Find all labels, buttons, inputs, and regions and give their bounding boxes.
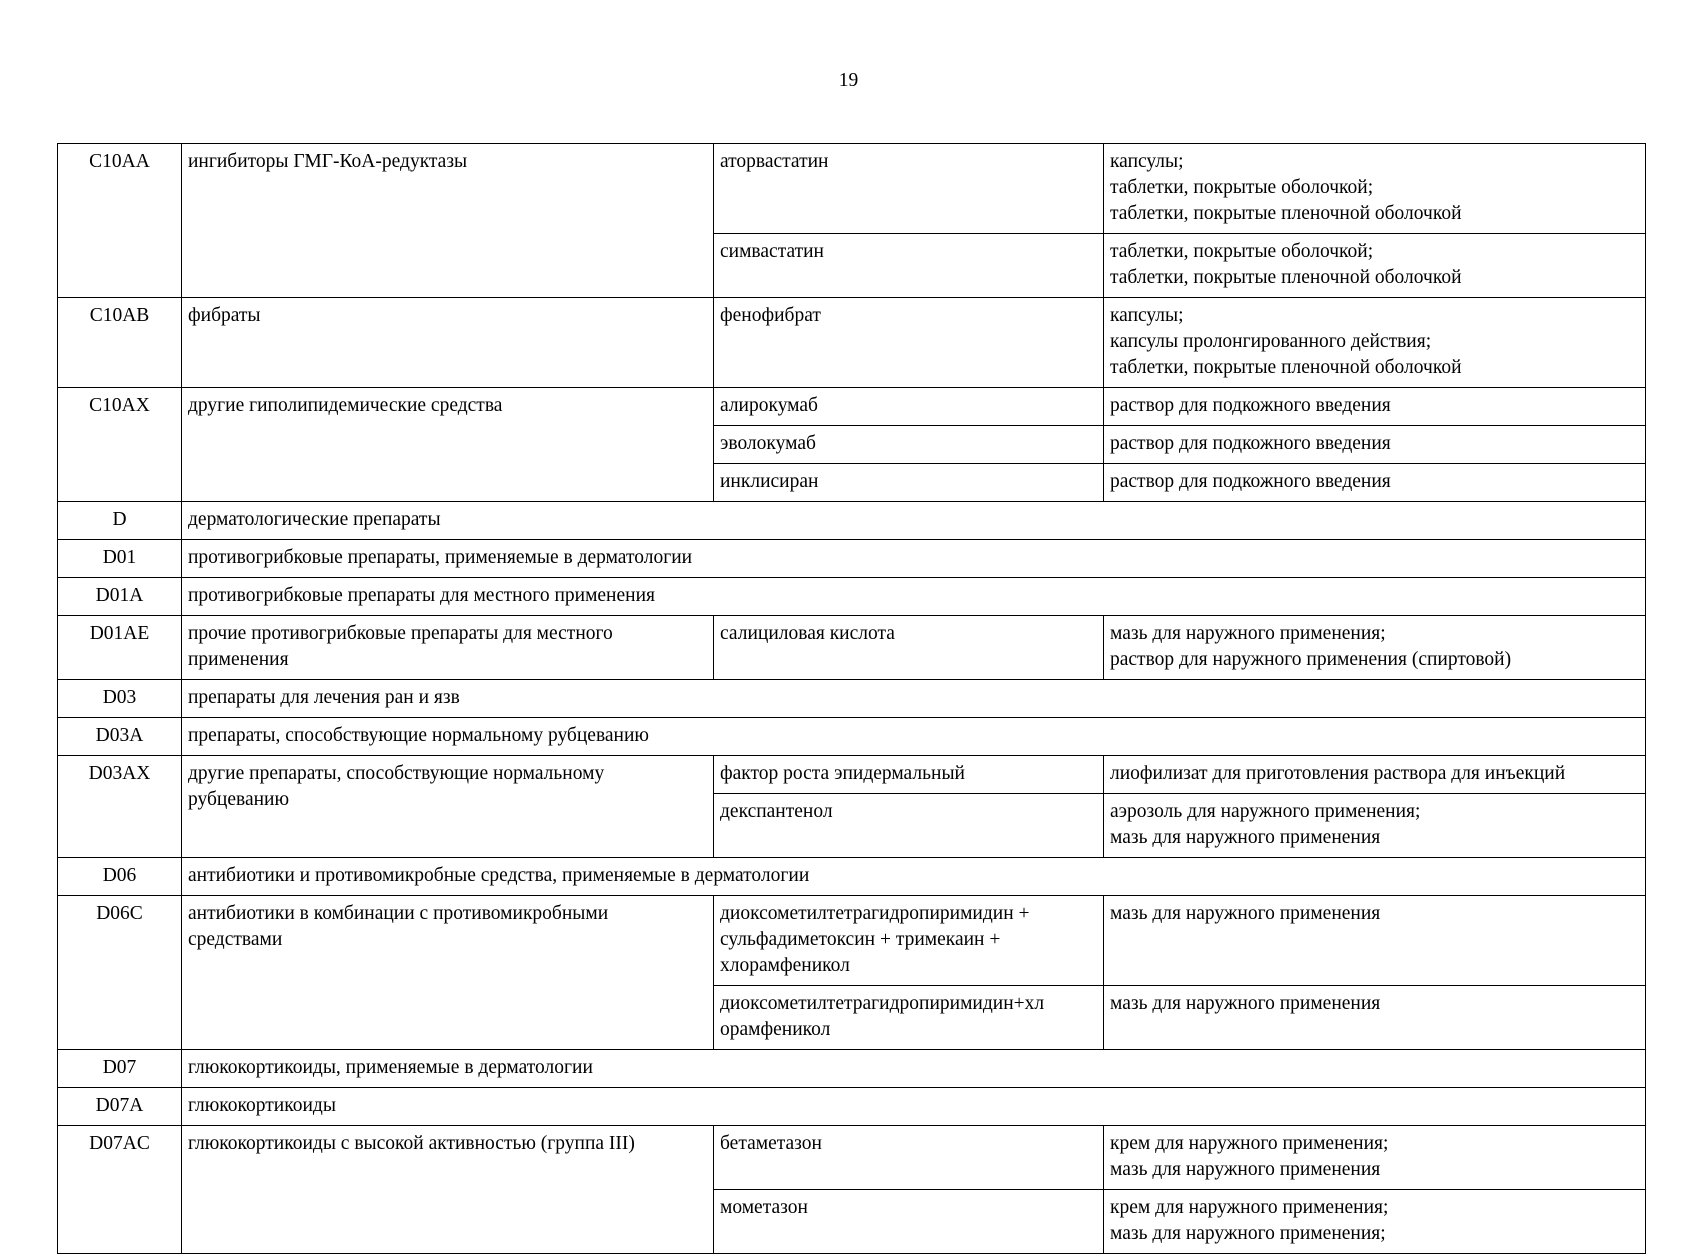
table-row bbox=[58, 144, 1646, 234]
table-row bbox=[58, 1050, 1646, 1088]
atc-code-cell: D03A bbox=[58, 718, 182, 756]
drug-table bbox=[57, 143, 1646, 1254]
dosage-form-cell: капсулы; капсулы пролонгированного действия; таблетки, покрытые пленочной оболочкой bbox=[1104, 298, 1646, 388]
dosage-form-cell: мазь для наружного применения; раствор для наружного применения (спиртовой) bbox=[1104, 616, 1646, 680]
group-name-cell: фибраты bbox=[182, 298, 714, 388]
atc-code-cell: D06C bbox=[58, 896, 182, 1050]
table-row bbox=[58, 578, 1646, 616]
table-row bbox=[58, 540, 1646, 578]
group-name-cell: антибиотики в комбинации с противомикробными средствами bbox=[182, 896, 714, 1050]
table-row bbox=[58, 680, 1646, 718]
group-name-cell: препараты для лечения ран и язв bbox=[182, 680, 1646, 718]
atc-code-cell: D01A bbox=[58, 578, 182, 616]
group-name-cell: дерматологические препараты bbox=[182, 502, 1646, 540]
page-number: 19 bbox=[838, 70, 859, 91]
atc-code-cell: D06 bbox=[58, 858, 182, 896]
atc-code-cell: C10AB bbox=[58, 298, 182, 388]
dosage-form-cell: таблетки, покрытые оболочкой; таблетки, покрытые пленочной оболочкой bbox=[1104, 234, 1646, 298]
group-name-cell: препараты, способствующие нормальному рубцеванию bbox=[182, 718, 1646, 756]
atc-code-cell: C10AA bbox=[58, 144, 182, 298]
group-name-cell: антибиотики и противомикробные средства, применяемые в дерматологии bbox=[182, 858, 1646, 896]
group-name-cell: другие препараты, способствующие нормальному рубцеванию bbox=[182, 756, 714, 858]
table-row bbox=[58, 718, 1646, 756]
dosage-form-cell: раствор для подкожного введения bbox=[1104, 464, 1646, 502]
table-row bbox=[58, 616, 1646, 680]
drug-name-cell: эволокумаб bbox=[714, 426, 1104, 464]
group-name-cell: противогрибковые препараты для местного применения bbox=[182, 578, 1646, 616]
drug-name-cell: алирокумаб bbox=[714, 388, 1104, 426]
group-name-cell: противогрибковые препараты, применяемые в дерматологии bbox=[182, 540, 1646, 578]
table-row bbox=[58, 858, 1646, 896]
atc-code-cell: D03AX bbox=[58, 756, 182, 858]
group-name-cell: глюкокортикоиды, применяемые в дерматологии bbox=[182, 1050, 1646, 1088]
table-row bbox=[58, 896, 1646, 986]
dosage-form-cell: аэрозоль для наружного применения; мазь для наружного применения bbox=[1104, 794, 1646, 858]
drug-name-cell: фактор роста эпидермальный bbox=[714, 756, 1104, 794]
dosage-form-cell: мазь для наружного применения bbox=[1104, 896, 1646, 986]
drug-name-cell: бетаметазон bbox=[714, 1126, 1104, 1190]
drug-name-cell: аторвастатин bbox=[714, 144, 1104, 234]
atc-code-cell: D01AE bbox=[58, 616, 182, 680]
dosage-form-cell: крем для наружного применения; мазь для наружного применения; bbox=[1104, 1190, 1646, 1254]
table-row bbox=[58, 1126, 1646, 1190]
drug-name-cell: диоксометилтетрагидропиримидин + сульфадиметоксин + тримекаин + хлорамфеникол bbox=[714, 896, 1104, 986]
dosage-form-cell: раствор для подкожного введения bbox=[1104, 388, 1646, 426]
drug-name-cell: фенофибрат bbox=[714, 298, 1104, 388]
table-row bbox=[58, 502, 1646, 540]
dosage-form-cell: раствор для подкожного введения bbox=[1104, 426, 1646, 464]
atc-code-cell: D bbox=[58, 502, 182, 540]
dosage-form-cell: лиофилизат для приготовления раствора для инъекций bbox=[1104, 756, 1646, 794]
group-name-cell: прочие противогрибковые препараты для местного применения bbox=[182, 616, 714, 680]
table-row bbox=[58, 388, 1646, 426]
group-name-cell: ингибиторы ГМГ-КоА-редуктазы bbox=[182, 144, 714, 298]
atc-code-cell: D03 bbox=[58, 680, 182, 718]
table-row bbox=[58, 1088, 1646, 1126]
group-name-cell: другие гиполипидемические средства bbox=[182, 388, 714, 502]
drug-name-cell: декспантенол bbox=[714, 794, 1104, 858]
group-name-cell: глюкокортикоиды bbox=[182, 1088, 1646, 1126]
atc-code-cell: C10AX bbox=[58, 388, 182, 502]
drug-name-cell: симвастатин bbox=[714, 234, 1104, 298]
drug-name-cell: салициловая кислота bbox=[714, 616, 1104, 680]
drug-name-cell: мометазон bbox=[714, 1190, 1104, 1254]
table-row bbox=[58, 298, 1646, 388]
atc-code-cell: D07AC bbox=[58, 1126, 182, 1254]
drug-name-cell: диоксометилтетрагидропиримидин+хл орамфеникол bbox=[714, 986, 1104, 1050]
group-name-cell: глюкокортикоиды с высокой активностью (группа III) bbox=[182, 1126, 714, 1254]
drug-name-cell: инклисиран bbox=[714, 464, 1104, 502]
table-row bbox=[58, 756, 1646, 794]
dosage-form-cell: капсулы; таблетки, покрытые оболочкой; таблетки, покрытые пленочной оболочкой bbox=[1104, 144, 1646, 234]
atc-code-cell: D01 bbox=[58, 540, 182, 578]
atc-code-cell: D07 bbox=[58, 1050, 182, 1088]
atc-code-cell: D07A bbox=[58, 1088, 182, 1126]
dosage-form-cell: крем для наружного применения; мазь для наружного применения bbox=[1104, 1126, 1646, 1190]
dosage-form-cell: мазь для наружного применения bbox=[1104, 986, 1646, 1050]
